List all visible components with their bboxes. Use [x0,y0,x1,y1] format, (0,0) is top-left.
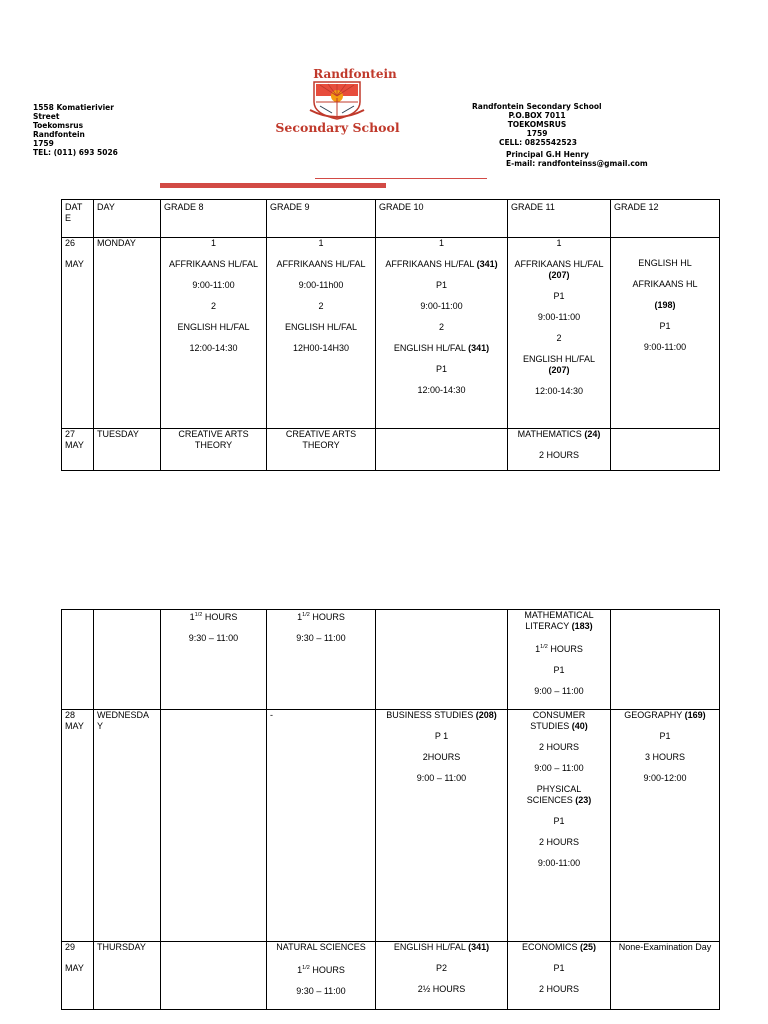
time: 9:00 – 11:00 [416,773,467,783]
denominator: 2 [199,612,203,618]
address-line: Randfontein [33,130,85,139]
day-cell [94,710,161,942]
table-row [62,710,720,942]
paper: P1 [659,321,671,331]
candidate-count: (207) [548,365,570,375]
header-grade-8: GRADE 8 [161,200,267,238]
school-crest-icon [306,80,368,120]
school-street-address [33,103,143,157]
time: 9:00-12:00 [643,773,687,783]
grade-11-cell [508,942,611,1010]
date-day: 27 [65,429,76,439]
grade-11-cell [508,610,611,710]
principal-name: Principal G.H Henry [506,150,589,159]
paper: P1 [553,963,565,973]
paper: P1 [659,731,671,741]
divider-line [315,178,487,179]
day-name: Y [97,721,104,731]
table-row [62,942,720,1010]
subject: ENGLISH HL/FAL [284,322,358,332]
grade-8-cell [161,610,267,710]
paper: P1 [435,364,447,374]
grade-12-cell [611,238,720,429]
paper-number: 2 [318,301,324,311]
duration: 2HOURS [422,752,461,762]
grade-9-cell [267,238,376,429]
grade-10-cell [376,610,508,710]
subject: ENGLISH HL/FAL [177,322,250,332]
cellphone: CELL: 0825542523 [499,138,577,147]
subject-name: STUDIES [530,721,570,731]
subject-name: PHYSICAL [536,784,582,794]
candidate-count: (207) [548,270,570,280]
header-grade-11: GRADE 11 [508,200,611,238]
grade-10-cell [376,238,508,429]
whole: 1 [297,965,303,975]
date-cell [62,238,94,429]
address-line: Street [33,112,60,121]
duration: 3 HOURS [644,752,685,762]
duration: 2 HOURS [538,984,579,994]
time: 9:00-11:00 [420,301,463,311]
paper: P1 [553,816,565,826]
subject [378,259,505,270]
subject [510,429,608,440]
candidate-count: (198) [654,300,676,310]
subject-name: AFFRIKAANS HL/FAL [385,259,475,269]
header-date: DAT E [62,200,94,238]
header-row [62,200,720,238]
candidate-count: (169) [684,710,706,720]
denominator: 2 [306,965,310,971]
date-day: 29 [65,942,76,952]
email: E-mail: randfonteinss@gmail.com [506,159,648,168]
subject-name: ECONOMICS [521,942,578,952]
table-row [62,429,720,471]
date-month: MAY [65,440,84,450]
header-day: DAY [94,200,161,238]
grade-11-cell [508,238,611,429]
subject: THEORY [194,440,233,450]
subject-name: LITERACY [525,621,570,631]
subject: THEORY [302,440,340,450]
subject-name: ENGLISH HL/FAL [522,354,596,364]
whole: 1 [535,644,541,654]
grade-10-cell [376,429,508,471]
subject [378,710,505,721]
subject-name: CONSUMER [532,710,586,720]
address-line: P.O.BOX 7011 [508,111,566,120]
time: 12:00-14:30 [189,343,238,353]
candidate-count: (208) [475,710,497,720]
school-name-bottom: Secondary School [275,120,400,135]
grade-12-cell: None-Examination Day [611,942,720,1010]
subject [378,343,505,354]
candidate-count: (24) [584,429,601,439]
duration [269,610,373,623]
subject: NATURAL SCIENCES [276,942,366,952]
header-grade-10: GRADE 10 [376,200,508,238]
paper-number: 1 [318,238,324,248]
school-name-top: Randfontein [313,67,397,81]
time: 9:00-11:00 [537,312,581,322]
day-cell: THURSDAY [94,942,161,1010]
grade-8-cell [161,429,267,471]
grade-12-cell [611,429,720,471]
grade-9-cell [267,942,376,1010]
subject-name: SCIENCES [526,795,573,805]
subject [378,942,505,953]
date-day: 26 [65,238,76,248]
date-month: MAY [65,721,84,731]
grade-10-cell [376,710,508,942]
grade-12-cell [611,710,720,942]
candidate-count: (40) [571,721,588,731]
duration: 2 HOURS [538,450,579,460]
fraction: 1/2 [194,612,203,618]
table-row [62,610,720,710]
subject: AFFRIKAANS HL/FAL [276,259,366,269]
candidate-count: (341) [476,259,498,269]
candidate-count: (341) [468,942,490,952]
candidate-count: (341) [468,343,490,353]
address-line: 1759 [33,139,54,148]
whole: 1 [297,612,303,622]
unit: HOURS [312,965,345,975]
time: 12:00-14:30 [417,385,466,395]
time: 9:00 – 11:00 [534,763,584,773]
date-cell [62,429,94,471]
subject-name: ENGLISH HL/FAL [393,343,466,353]
duration: 2 HOURS [538,837,579,847]
subject-name: GEOGRAPHY [624,710,683,720]
grade-12-cell [611,610,720,710]
grade-8-cell [161,710,267,942]
telephone: TEL: (011) 693 5026 [33,148,118,157]
fraction: 1/2 [302,612,310,618]
date-cell [62,710,94,942]
address-line: TOEKOMSRUS [507,120,567,129]
candidate-count: (23) [575,795,592,805]
subject [613,710,717,721]
paper-number: 1 [556,238,562,248]
numerator: 1 [194,612,198,618]
subject: ENGLISH HL [638,258,692,268]
time: 9:30 – 11:00 [188,633,239,643]
subject: AFRIKAANS HL [632,279,698,289]
grade-9-cell [267,610,376,710]
grade-9-cell [267,429,376,471]
time: 9:00 – 11:00 [534,686,584,696]
subject: CREATIVE ARTS [178,429,249,439]
day-cell: MONDAY [94,238,161,429]
address-line: 1558 Komatierivier [33,103,114,112]
paper-number: 1 [210,238,216,248]
subject: AFFRIKAANS HL/FAL [168,259,259,269]
time: 12H00-14H30 [292,343,350,353]
address-line: Toekomsrus [33,121,84,130]
unit: HOURS [204,612,238,622]
paper: P1 [553,291,565,301]
candidate-count: (25) [580,942,597,952]
paper-number: 1 [438,238,444,248]
date-day: 28 [65,710,76,720]
numerator: 1 [302,612,306,618]
address-line: 1759 [526,129,548,138]
time: 9:00-11h00 [298,280,344,290]
time: 9:00-11:00 [192,280,235,290]
subject: CREATIVE ARTS [285,429,357,439]
date-cell [62,942,94,1010]
time: 9:30 – 11:00 [296,986,346,996]
grade-11-cell [508,710,611,942]
subject-name: MATHEMATICS [517,429,582,439]
candidate-count: (183) [571,621,593,631]
paper-number: 2 [556,333,562,343]
time: 9:00-11:00 [537,858,581,868]
fraction: 1/2 [302,965,310,971]
paper: P 1 [434,731,449,741]
grade-8-cell [161,942,267,1010]
paper: P1 [553,665,565,675]
table-row [62,238,720,429]
divider-bar [160,183,386,188]
duration: 2 HOURS [538,742,579,752]
address-line: Randfontein Secondary School [472,102,602,111]
header-grade-9: GRADE 9 [267,200,376,238]
subject-name: AFFRIKAANS HL/FAL [514,259,604,269]
subject-name: MATHEMATICAL [524,610,594,620]
subject [510,710,608,732]
subject-name: BUSINESS STUDIES [386,710,474,720]
header-grade-12: GRADE 12 [611,200,720,238]
unit: HOURS [550,644,583,654]
subject [510,354,608,376]
exam-timetable [61,199,720,471]
fraction: 1/2 [540,644,548,650]
date-month: MAY [65,259,84,269]
paper-number: 2 [438,322,444,332]
date-month: MAY [65,963,84,973]
grade-8-cell [161,238,267,429]
time: 12:00-14:30 [534,386,584,396]
paper-number: 2 [210,301,216,311]
paper: P2 [435,963,447,973]
duration [269,963,373,976]
subject [510,259,608,281]
exam-timetable-continued [61,609,720,1010]
grade-10-cell [376,942,508,1010]
subject [510,610,608,632]
time: 9:00-11:00 [643,342,687,352]
school-postal-address [472,102,662,168]
grade-11-cell [508,429,611,471]
numerator: 1 [540,644,544,650]
duration [163,610,264,623]
grade-9-cell: - [267,710,376,942]
subject [510,942,608,953]
day-cell: TUESDAY [94,429,161,471]
time: 9:30 – 11:00 [296,633,346,643]
unit: HOURS [312,612,345,622]
denominator: 2 [544,644,548,650]
duration: 2½ HOURS [417,984,466,994]
paper: P1 [435,280,447,290]
day-cell [94,610,161,710]
day-name: WEDNESDA [97,710,150,720]
duration [510,642,608,655]
denominator: 2 [306,612,310,618]
numerator: 1 [302,965,306,971]
subject-name: ENGLISH HL/FAL [393,942,466,952]
date-cell [62,610,94,710]
subject [510,784,608,806]
whole: 1 [189,612,195,622]
